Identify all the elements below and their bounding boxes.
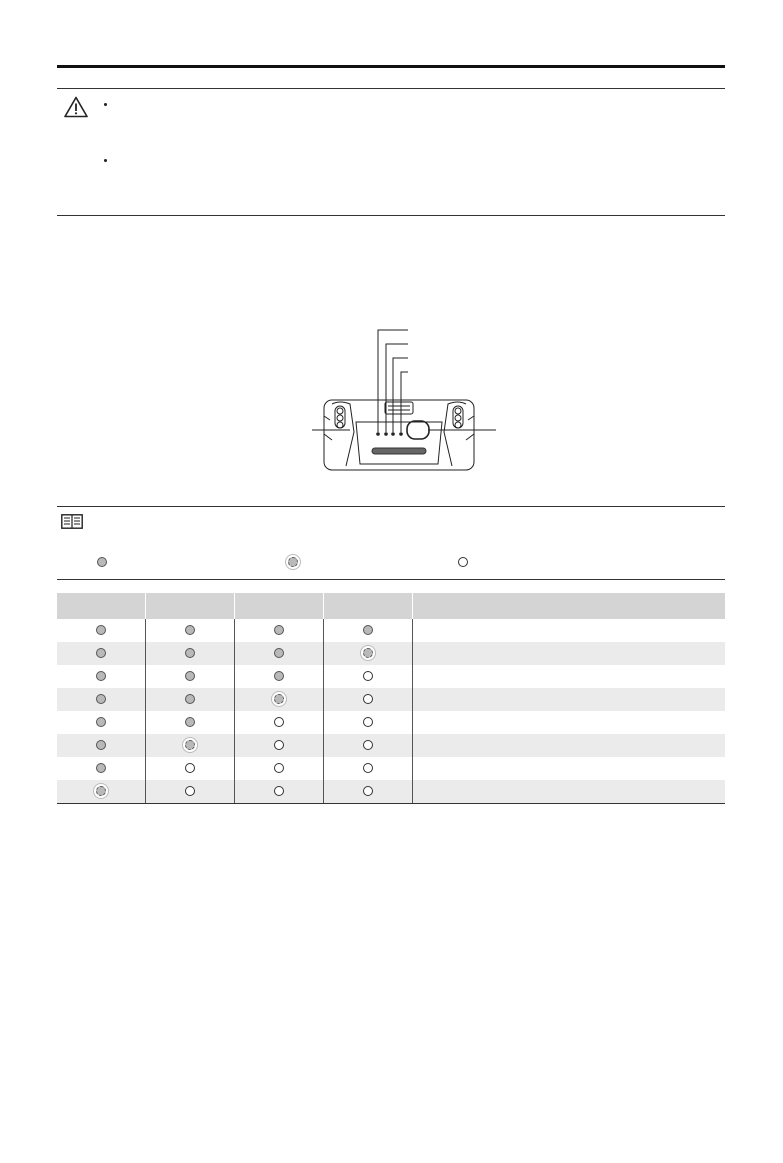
led-on-icon <box>96 625 106 635</box>
led-cell <box>146 711 235 734</box>
led-cell <box>57 642 146 665</box>
battery-level-cell <box>413 619 726 642</box>
led-cell <box>57 757 146 780</box>
led-cell <box>324 780 413 804</box>
led-on-icon <box>96 671 106 681</box>
led-on-icon <box>185 648 195 658</box>
header-battery-level <box>413 593 726 619</box>
led-blink-icon <box>96 786 106 796</box>
led-off-icon <box>274 763 284 773</box>
led-cell <box>324 665 413 688</box>
table-row <box>57 665 725 688</box>
led-on-icon <box>363 625 373 635</box>
led-cell <box>146 642 235 665</box>
led-cell <box>324 619 413 642</box>
led-cell <box>146 688 235 711</box>
led-cell <box>235 780 324 804</box>
battery-level-cell <box>413 688 726 711</box>
led-cell <box>146 665 235 688</box>
warning-bullet-2 <box>104 159 107 162</box>
manual-note-icon <box>61 514 83 529</box>
led-on-icon <box>96 694 106 704</box>
led-cell <box>235 665 324 688</box>
led-blink-icon <box>363 648 373 658</box>
led-cell <box>235 734 324 757</box>
led-cell <box>235 642 324 665</box>
led-cell <box>146 619 235 642</box>
battery-level-table <box>57 593 725 804</box>
led-on-icon <box>96 740 106 750</box>
table-header-row <box>57 593 725 619</box>
led-on-icon <box>185 717 195 727</box>
warning-icon <box>64 96 88 118</box>
legend-led-on-icon <box>97 557 107 567</box>
led-off-icon <box>363 763 373 773</box>
led-off-icon <box>363 717 373 727</box>
led-cell <box>57 734 146 757</box>
led-off-icon <box>363 694 373 704</box>
led-cell <box>235 619 324 642</box>
battery-level-cell <box>413 711 726 734</box>
led-cell <box>324 734 413 757</box>
legend-led-blink-icon <box>288 557 298 567</box>
battery-level-cell <box>413 734 726 757</box>
battery-level-cell <box>413 757 726 780</box>
led-cell <box>146 780 235 804</box>
led-cell <box>146 734 235 757</box>
note-top-rule <box>57 506 725 507</box>
warning-top-rule <box>57 88 725 89</box>
led-on-icon <box>185 625 195 635</box>
battery-level-cell <box>413 642 726 665</box>
led-on-icon <box>274 648 284 658</box>
table-row <box>57 757 725 780</box>
led-cell <box>57 780 146 804</box>
table-row <box>57 619 725 642</box>
legend-led-off-icon <box>458 557 468 567</box>
table-body <box>57 619 725 804</box>
table-row <box>57 711 725 734</box>
led-on-icon <box>96 763 106 773</box>
led-off-icon <box>363 671 373 681</box>
led-cell <box>57 665 146 688</box>
led-on-icon <box>274 625 284 635</box>
led-cell <box>235 711 324 734</box>
led-blink-icon <box>185 740 195 750</box>
led-cell <box>57 619 146 642</box>
led-on-icon <box>274 671 284 681</box>
led-blink-icon <box>274 694 284 704</box>
led-cell <box>324 711 413 734</box>
warning-bullet-1 <box>104 103 107 106</box>
led-cell <box>57 688 146 711</box>
led-cell <box>324 642 413 665</box>
header-led2 <box>146 593 235 619</box>
led-off-icon <box>363 786 373 796</box>
battery-level-cell <box>413 665 726 688</box>
table-row <box>57 734 725 757</box>
led-cell <box>235 688 324 711</box>
battery-level-cell <box>413 780 726 804</box>
table-row <box>57 780 725 804</box>
led-on-icon <box>185 671 195 681</box>
led-off-icon <box>363 740 373 750</box>
led-on-icon <box>96 648 106 658</box>
battery-level-leds-diagram <box>310 322 510 482</box>
led-cell <box>57 711 146 734</box>
led-cell <box>146 757 235 780</box>
led-off-icon <box>274 740 284 750</box>
led-off-icon <box>185 786 195 796</box>
table-row <box>57 642 725 665</box>
led-off-icon <box>185 763 195 773</box>
header-led3 <box>235 593 324 619</box>
header-led1 <box>57 593 146 619</box>
note-bottom-rule <box>57 579 725 580</box>
led-cell <box>324 757 413 780</box>
led-cell <box>235 757 324 780</box>
table-row <box>57 688 725 711</box>
top-rule <box>57 65 725 68</box>
led-on-icon <box>185 694 195 704</box>
warning-bottom-rule <box>57 215 725 216</box>
header-led4 <box>324 593 413 619</box>
led-cell <box>324 688 413 711</box>
led-off-icon <box>274 786 284 796</box>
led-off-icon <box>274 717 284 727</box>
led-on-icon <box>96 717 106 727</box>
